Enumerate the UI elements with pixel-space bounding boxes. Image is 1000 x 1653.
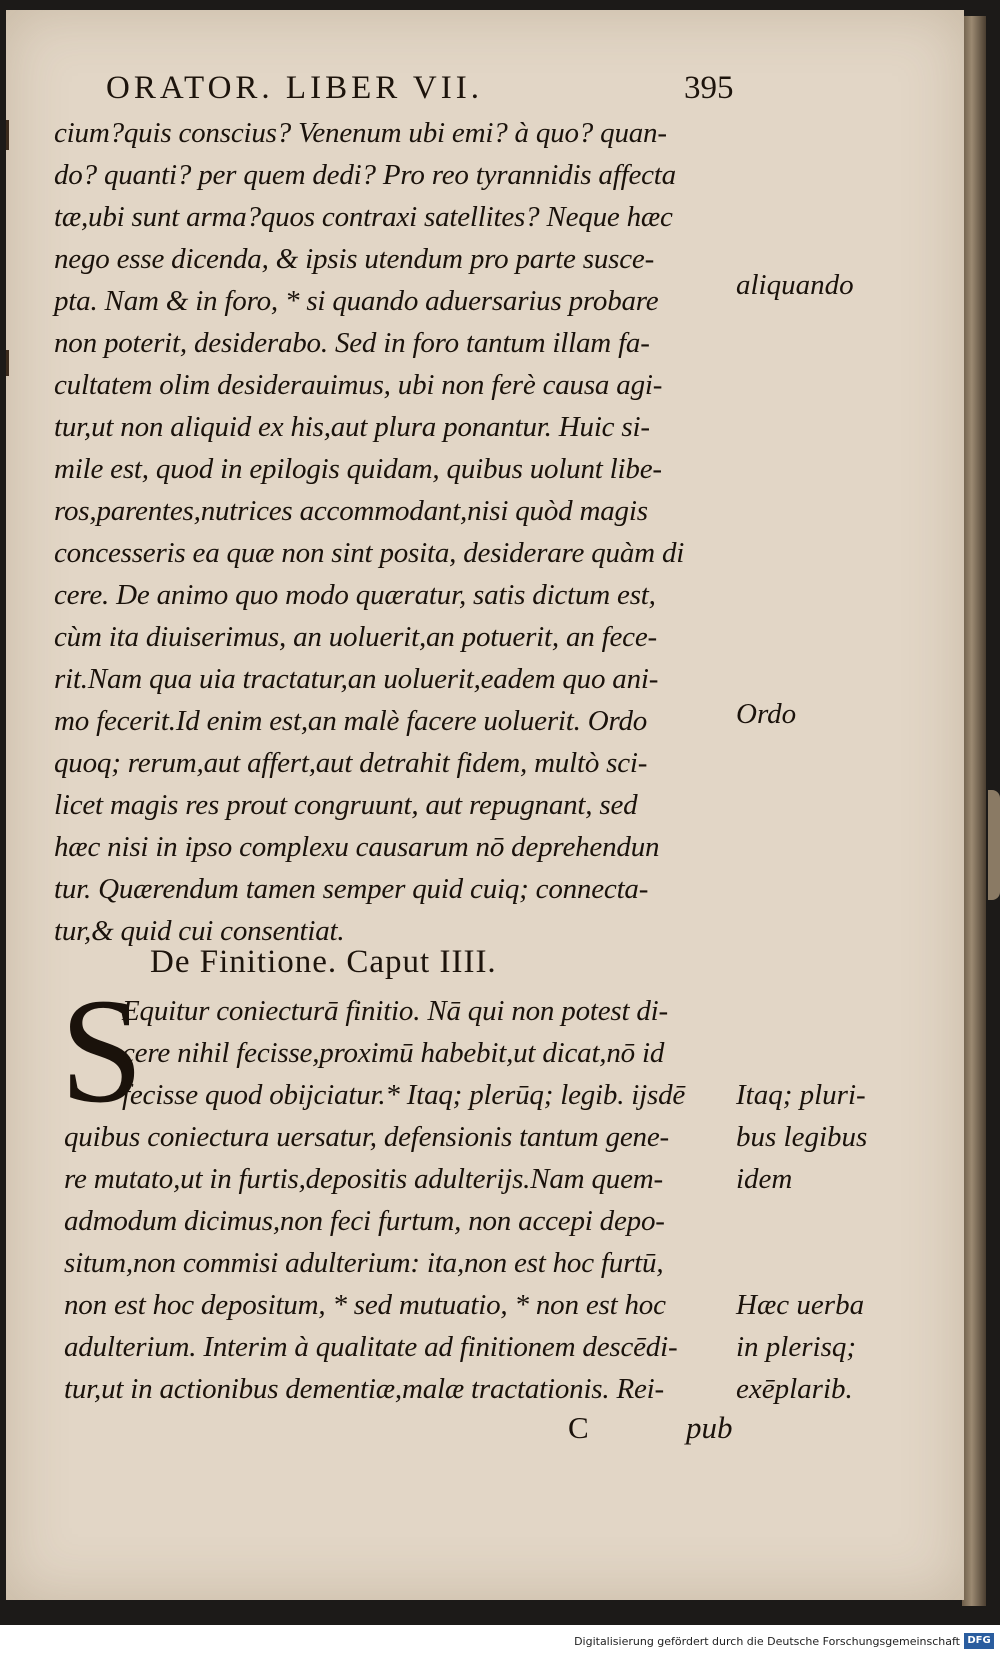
signature-mark: C <box>568 1410 589 1445</box>
text-line: rit.Nam qua uia tractatur,an uoluerit,eadem quo ani- <box>54 663 659 695</box>
text-line: tur,& quid cui consentiat. <box>54 915 345 947</box>
folio-number: 395 <box>684 70 734 106</box>
marginal-note-itaque <box>736 1074 867 1200</box>
text-line: hæc nisi in ipso complexu causarum nō deprehendun <box>54 831 660 863</box>
text-line: quoq; rerum,aut affert,aut detrahit fidem, multò sci- <box>54 747 648 779</box>
marginal-line: bus legibus <box>736 1121 868 1153</box>
text-line: cere. De animo quo modo quæratur, satis dictum est, <box>54 579 656 611</box>
text-line: non est hoc depositum, * sed mutuatio, * non est hoc <box>64 1289 666 1321</box>
text-line: Equitur coniecturā finitio. Nā qui non potest di- <box>122 995 669 1027</box>
text-line: cùm ita diuiserimus, an uoluerit,an potuerit, an fece- <box>54 621 657 653</box>
text-line: situm,non commisi adulterium: ita,non est hoc furtū, <box>64 1247 664 1279</box>
text-line: quibus coniectura uersatur, defensionis tantum gene- <box>64 1121 669 1153</box>
text-line: tur,ut non aliquid ex his,aut plura ponantur. Huic si- <box>54 411 650 443</box>
text-line: licet magis res prout congruunt, aut repugnant, sed <box>54 789 638 821</box>
text-line: cium?quis conscius? Venenum ubi emi? à quo? quan- <box>54 117 667 149</box>
text-line: re mutato,ut in furtis,depositis adulterijs.Nam quem- <box>64 1163 663 1195</box>
chapter-text <box>64 990 744 1410</box>
drop-cap: S <box>60 968 144 1134</box>
chapter-heading: De Finitione. Caput IIII. <box>150 944 497 980</box>
digitization-credit: Digitalisierung gefördert durch die Deutsche Forschungsgemeinschaft <box>574 1635 960 1648</box>
text-line: non poterit, desiderabo. Sed in foro tantum illam fa- <box>54 327 650 359</box>
body-text <box>54 112 734 952</box>
running-head-title: ORATOR. LIBER VII. <box>106 70 483 106</box>
page-tab-mark <box>988 790 1000 900</box>
text-line: mo fecerit.Id enim est,an malè facere uoluerit. Ordo <box>54 705 648 737</box>
text-line: pta. Nam & in foro, * si quando aduersarius probare <box>54 285 659 317</box>
text-line: ros,parentes,nutrices accommodant,nisi quòd magis <box>54 495 648 527</box>
marginal-note-ordo: Ordo <box>736 698 797 730</box>
gutter-mark <box>6 350 9 376</box>
marginal-line: exēplarib. <box>736 1373 853 1405</box>
marginal-line: in plerisq; <box>736 1331 857 1363</box>
text-line: tur,ut in actionibus dementiæ,malæ tractationis. Rei- <box>64 1373 664 1405</box>
book-page-edge <box>962 16 986 1606</box>
marginal-note-haec-uerba <box>736 1284 864 1410</box>
text-line: tur. Quærendum tamen semper quid cuiq; connecta- <box>54 873 649 905</box>
text-line: tæ,ubi sunt arma?quos contraxi satellites? Neque hæc <box>54 201 673 233</box>
text-line: nego esse dicenda, & ipsis utendum pro parte susce- <box>54 243 655 275</box>
marginal-note-aliquando: aliquando <box>736 269 854 301</box>
marginal-line: idem <box>736 1163 793 1195</box>
text-line: cere nihil fecisse,proximū habebit,ut dicat,nō id <box>122 1037 665 1069</box>
text-line: admodum dicimus,non feci furtum, non accepi depo- <box>64 1205 665 1237</box>
signature-row <box>568 1410 733 1446</box>
text-line: mile est, quod in epilogis quidam, quibus uolunt libe- <box>54 453 662 485</box>
text-line: cultatem olim desiderauimus, ubi non ferè causa agi- <box>54 369 663 401</box>
marginal-line: Hæc uerba <box>736 1289 865 1321</box>
dfg-logo: DFG <box>964 1633 994 1649</box>
running-head <box>106 70 746 107</box>
marginal-line: Itaq; pluri- <box>736 1079 866 1111</box>
text-line: fecisse quod obijciatur.* Itaq; plerūq; legib. ijsdē <box>122 1079 686 1111</box>
text-line: adulterium. Interim à qualitate ad finitionem descēdi- <box>64 1331 678 1363</box>
catchword: pub <box>686 1410 733 1445</box>
text-line: do? quanti? per quem dedi? Pro reo tyrannidis affecta <box>54 159 676 191</box>
text-line: concesseris ea quæ non sint posita, desiderare quàm di <box>54 537 685 569</box>
gutter-mark <box>6 120 9 150</box>
